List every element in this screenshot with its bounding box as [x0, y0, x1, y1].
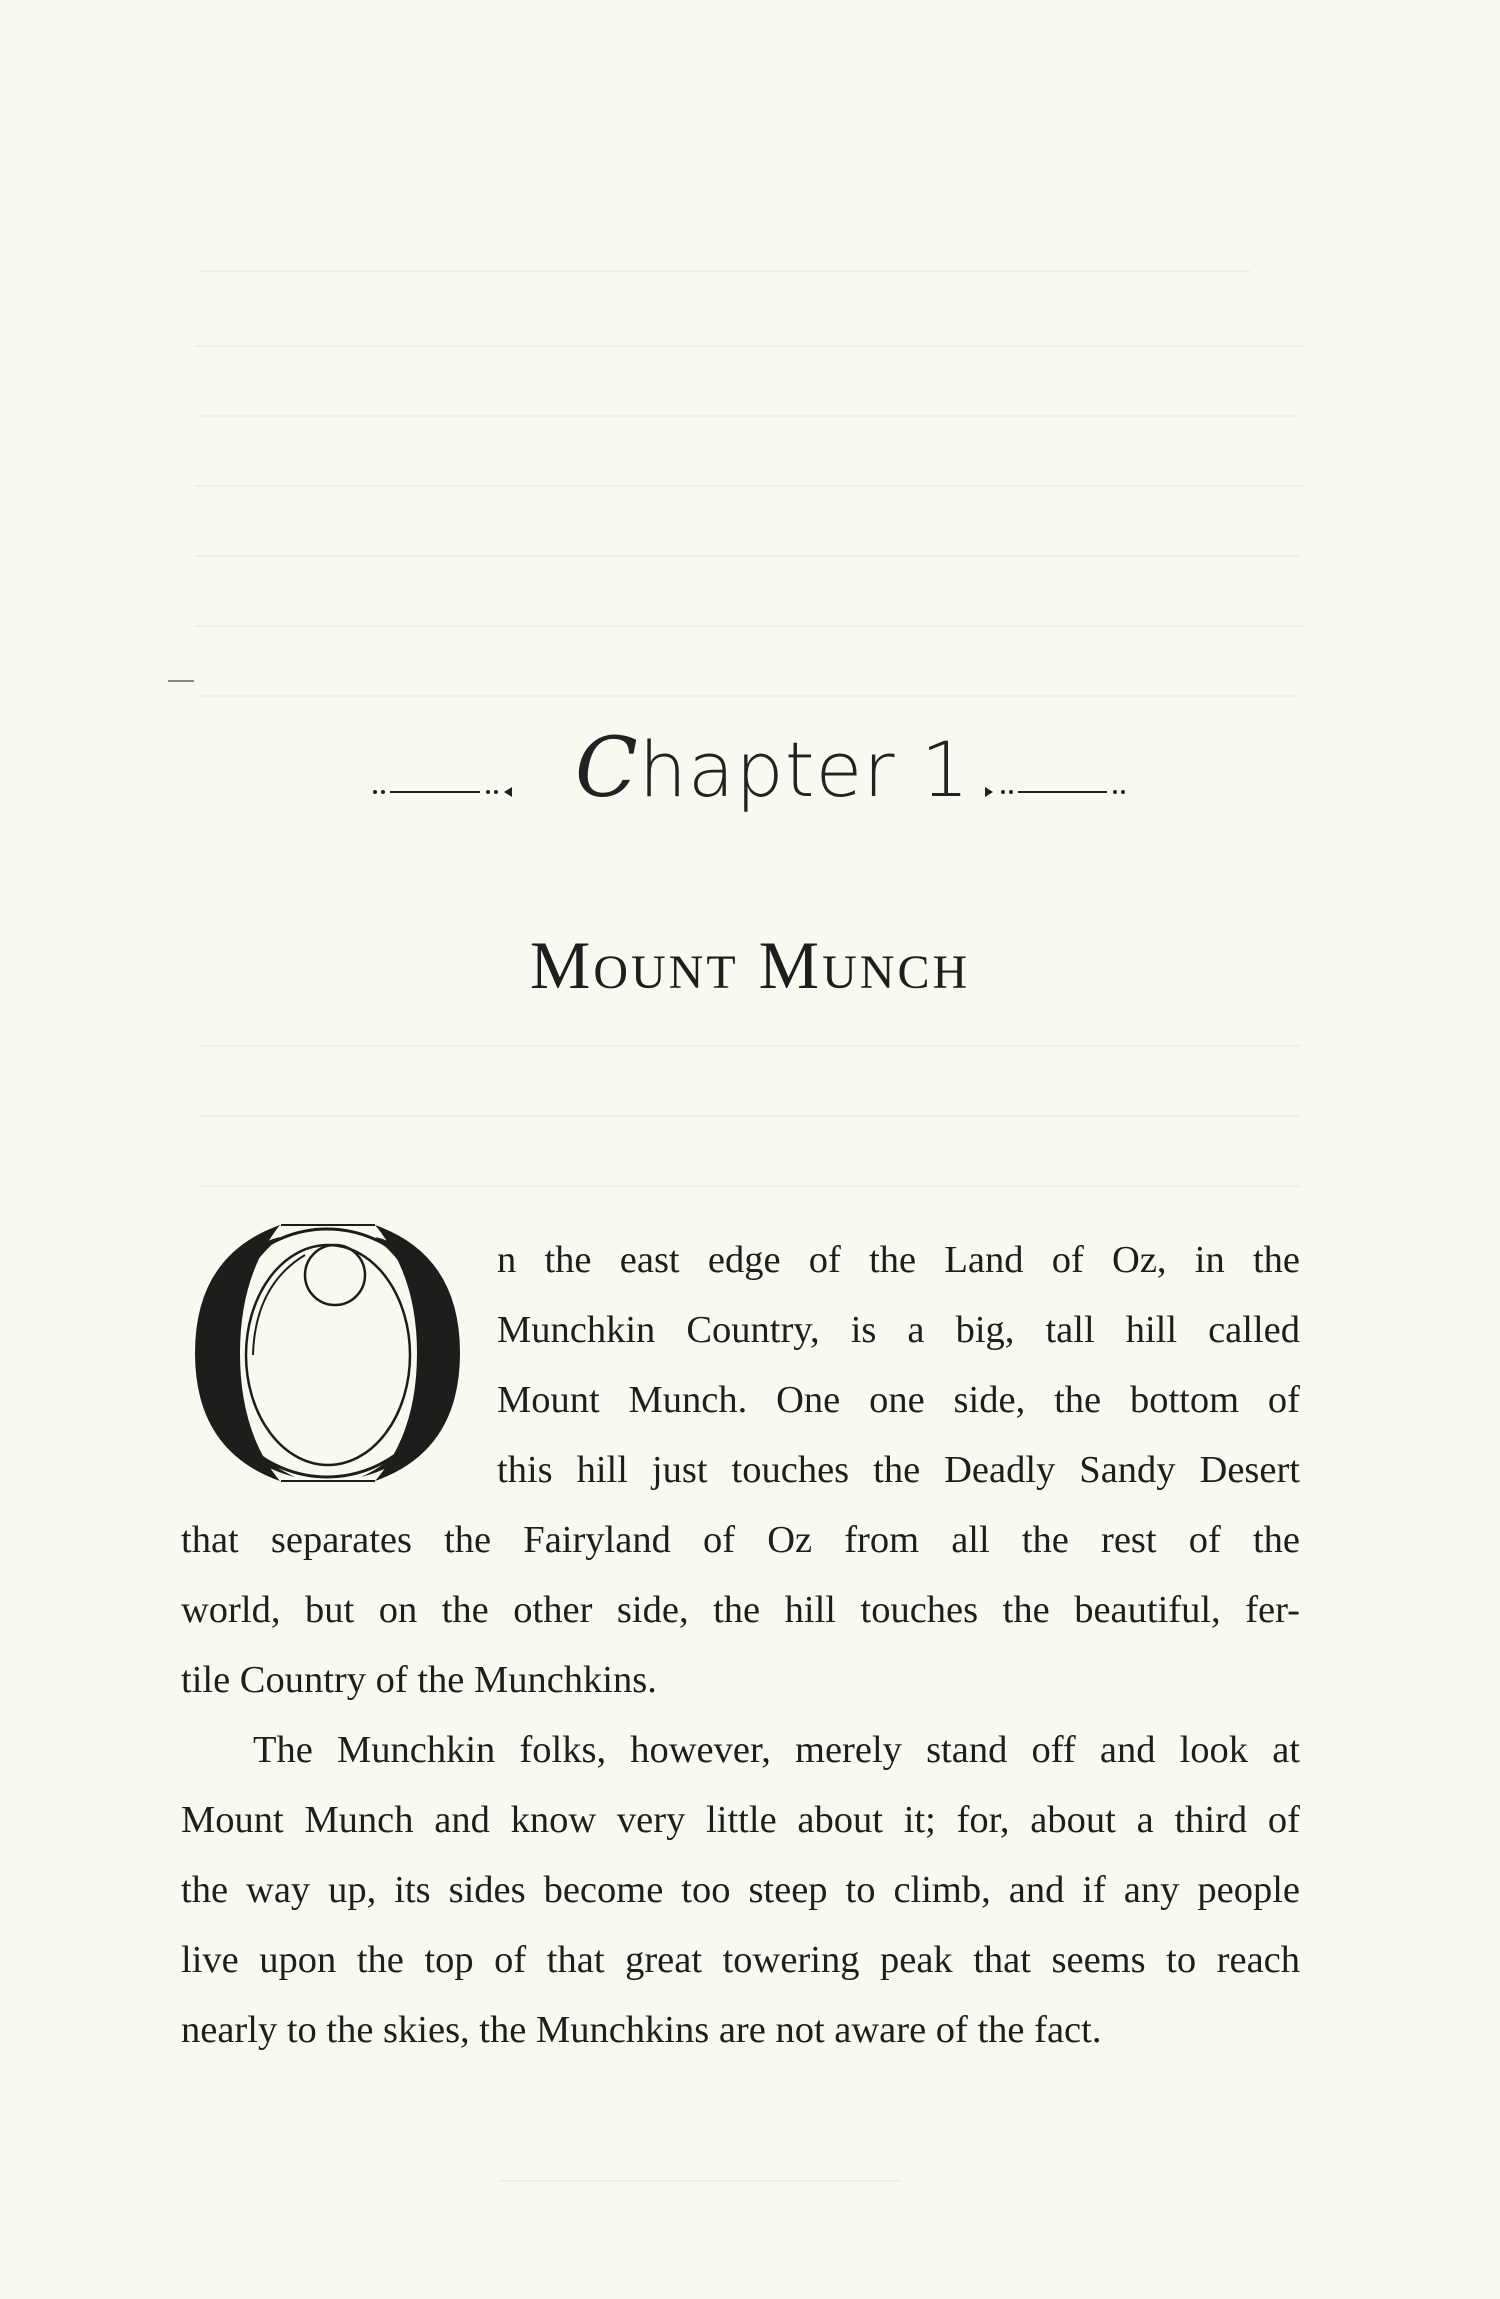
bleed-through-line — [195, 485, 1305, 487]
text-line: Mount Munch and know very little about it; for, about a third of — [181, 1799, 1300, 1841]
chapter-label-rest: hapter 1 — [638, 725, 971, 814]
bleed-through-line — [195, 345, 1305, 347]
bleed-through-line — [195, 555, 1300, 557]
bleed-through-line — [200, 695, 1300, 697]
text-line: n the east edge of the Land of Oz, in the — [497, 1239, 1300, 1281]
text-line: nearly to the skies, the Munchkins are not aware of the fact. — [181, 2009, 1102, 2051]
bleed-through-line — [200, 270, 1250, 272]
chapter-label — [575, 714, 975, 824]
bleed-through-line — [200, 1185, 1300, 1187]
bleed-through-line — [195, 625, 1305, 627]
paragraph-1-continued — [181, 1505, 1300, 1715]
chapter-heading — [0, 710, 1500, 840]
text-line: the way up, its sides become too steep to climb, and if any people — [181, 1869, 1300, 1911]
text-line: Mount Munch. One one side, the bottom of — [497, 1379, 1300, 1421]
dropcap-letter-o — [185, 1215, 470, 1485]
text-line: The Munchkin folks, however, merely stand off and look at — [253, 1729, 1300, 1771]
text-line: this hill just touches the Deadly Sandy Desert — [497, 1449, 1300, 1491]
paragraph-1-intro — [497, 1225, 1300, 1505]
bleed-through-line — [500, 2180, 900, 2182]
text-line: that separates the Fairyland of Oz from all the rest of the — [181, 1519, 1300, 1561]
chapter-title: Mount Munch — [529, 927, 971, 1003]
bleed-through-line — [200, 415, 1300, 417]
margin-mark — [168, 680, 194, 682]
right-ornament-rule — [985, 786, 1175, 798]
text-line: Munchkin Country, is a big, tall hill called — [497, 1309, 1300, 1351]
text-line: tile Country of the Munchkins. — [181, 1659, 657, 1701]
bleed-through-line — [200, 1045, 1300, 1047]
bleed-through-line — [200, 1115, 1300, 1117]
text-line: live upon the top of that great towering peak that seems to reach — [181, 1939, 1300, 1981]
paragraph-2 — [181, 1715, 1300, 2065]
text-line: world, but on the other side, the hill touches the beautiful, fer- — [181, 1589, 1300, 1631]
left-ornament-rule — [372, 786, 562, 798]
chapter-label-initial: C — [575, 721, 639, 816]
